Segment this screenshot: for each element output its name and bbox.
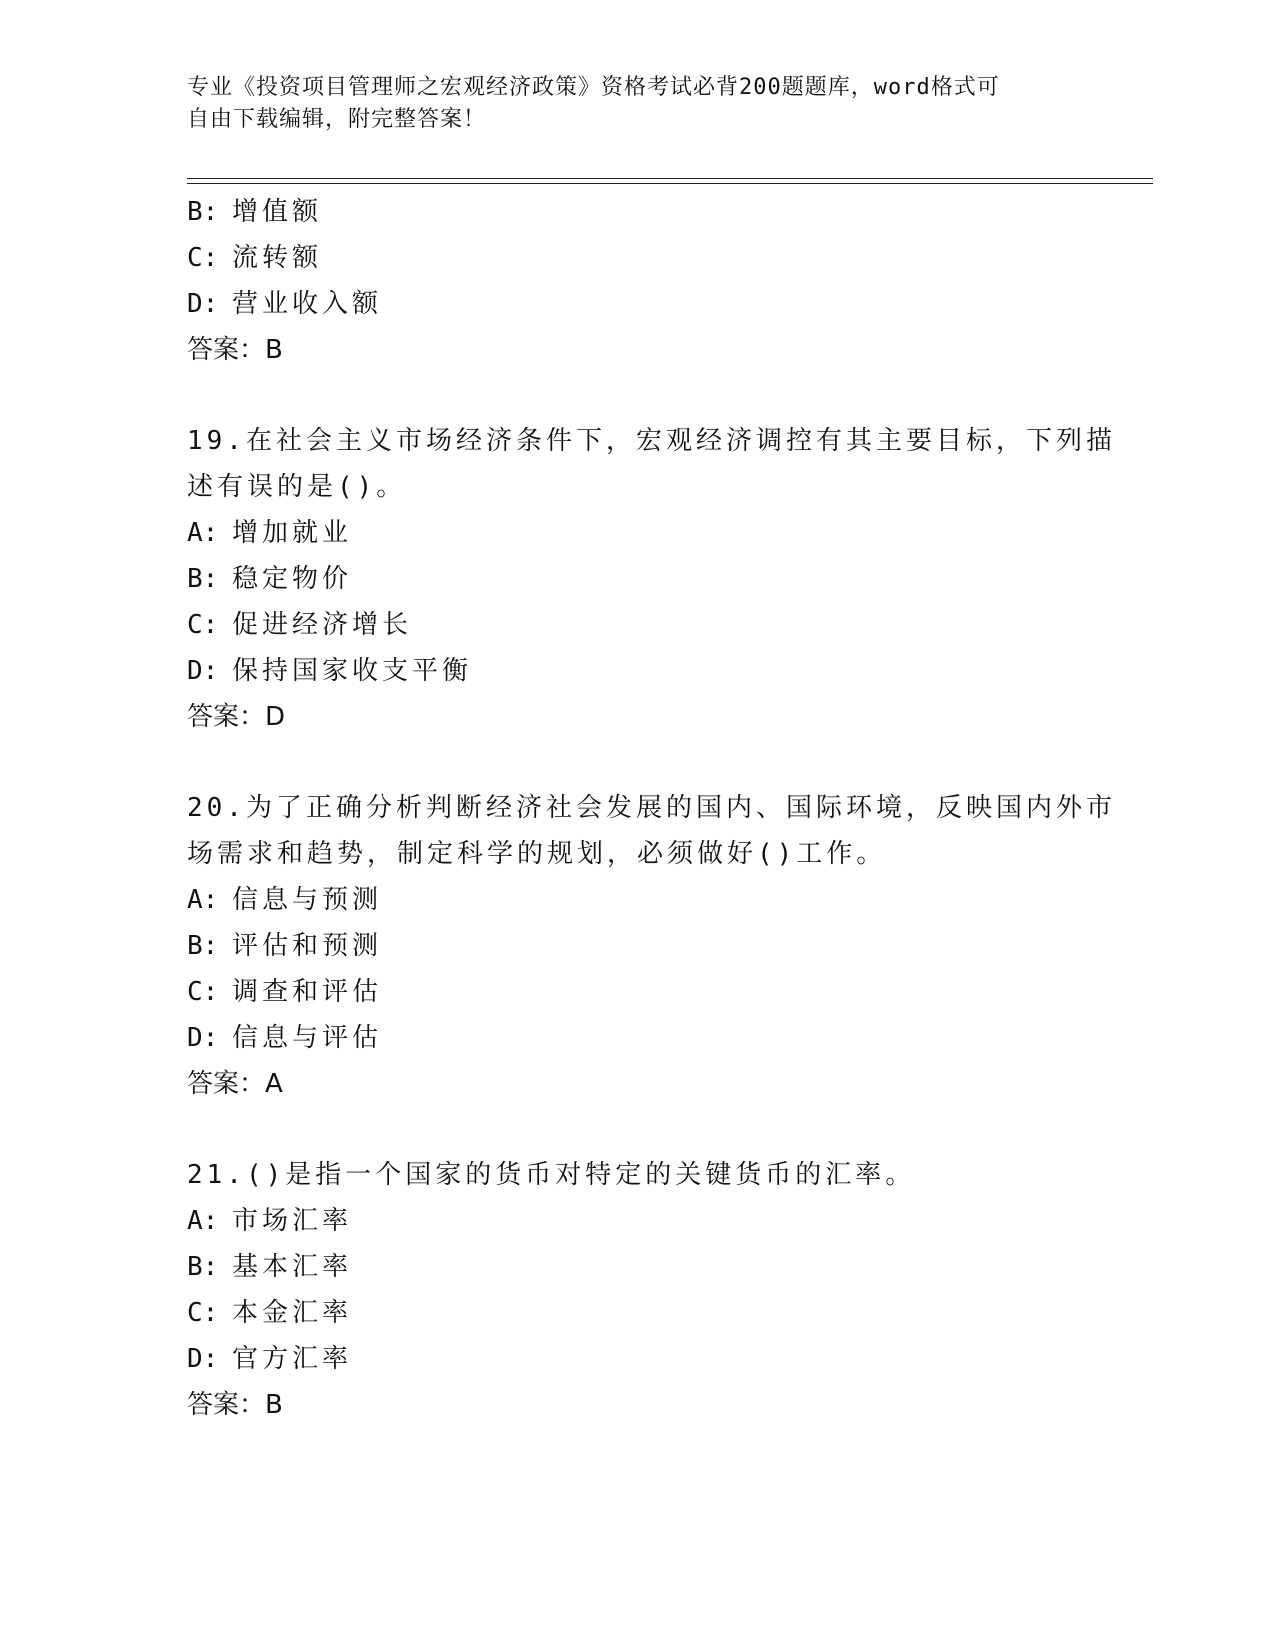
option-letter: A: — [187, 518, 219, 548]
option-d — [187, 648, 1153, 694]
option-letter: B: — [187, 931, 219, 961]
option-c — [187, 1290, 1153, 1336]
answer-line: 答案：D — [187, 702, 286, 732]
header-title-line-1: 专业《投资项目管理师之宏观经济政策》资格考试必背200题题库，word格式可 — [187, 75, 1000, 100]
spacer — [187, 1107, 1153, 1152]
option-a — [187, 877, 1153, 923]
document-body — [187, 189, 1153, 1428]
option-text: 官方汇率 — [232, 1344, 353, 1374]
answer-line: 答案：A — [187, 1069, 283, 1099]
spacer — [187, 740, 1153, 785]
option-b — [187, 556, 1153, 602]
option-b — [187, 923, 1153, 969]
question-18-continued — [187, 189, 1153, 373]
header-divider-bottom — [187, 183, 1153, 184]
option-letter: A: — [187, 1206, 219, 1236]
option-letter: B: — [187, 197, 219, 227]
answer-line: 答案：B — [187, 1390, 283, 1420]
option-letter: D: — [187, 1344, 219, 1374]
option-letter: D: — [187, 289, 219, 319]
option-d — [187, 1015, 1153, 1061]
option-text: 增加就业 — [232, 518, 353, 548]
option-letter: C: — [187, 1298, 219, 1328]
spacer — [187, 373, 1153, 418]
option-d — [187, 281, 1153, 327]
question-stem-line-2: 场需求和趋势，制定科学的规划，必须做好()工作。 — [187, 839, 887, 869]
document-header — [187, 72, 1067, 136]
question-21 — [187, 1152, 1153, 1428]
question-19 — [187, 418, 1153, 740]
option-letter: C: — [187, 977, 219, 1007]
option-letter: D: — [187, 656, 219, 686]
option-letter: A: — [187, 885, 219, 915]
option-text: 保持国家收支平衡 — [232, 656, 473, 686]
option-c — [187, 969, 1153, 1015]
option-letter: B: — [187, 564, 219, 594]
header-divider-top — [187, 178, 1153, 179]
option-b — [187, 1244, 1153, 1290]
question-stem-line-1: 20.为了正确分析判断经济社会发展的国内、国际环境，反映国内外市 — [187, 793, 1116, 823]
answer-line: 答案：B — [187, 335, 283, 365]
option-c — [187, 235, 1153, 281]
option-a — [187, 510, 1153, 556]
header-title-line-2: 自由下载编辑，附完整答案！ — [187, 107, 487, 132]
option-a — [187, 1198, 1153, 1244]
option-text: 促进经济增长 — [232, 610, 413, 640]
option-d — [187, 1336, 1153, 1382]
option-letter: D: — [187, 1023, 219, 1053]
question-stem-line-1: 21.()是指一个国家的货币对特定的关键货币的汇率。 — [187, 1160, 916, 1190]
option-text: 市场汇率 — [232, 1206, 353, 1236]
option-letter: C: — [187, 610, 219, 640]
option-text: 调查和评估 — [232, 977, 383, 1007]
option-text: 稳定物价 — [232, 564, 353, 594]
question-stem-line-1: 19.在社会主义市场经济条件下，宏观经济调控有其主要目标，下列描 — [187, 426, 1116, 456]
option-c — [187, 602, 1153, 648]
option-text: 基本汇率 — [232, 1252, 353, 1282]
option-text: 本金汇率 — [232, 1298, 353, 1328]
option-b — [187, 189, 1153, 235]
option-text: 评估和预测 — [232, 931, 383, 961]
option-text: 信息与评估 — [232, 1023, 383, 1053]
question-20 — [187, 785, 1153, 1107]
option-text: 流转额 — [232, 243, 323, 273]
option-letter: B: — [187, 1252, 219, 1282]
option-letter: C: — [187, 243, 219, 273]
question-stem-line-2: 述有误的是()。 — [187, 472, 407, 502]
option-text: 信息与预测 — [232, 885, 383, 915]
option-text: 营业收入额 — [232, 289, 383, 319]
option-text: 增值额 — [232, 197, 323, 227]
